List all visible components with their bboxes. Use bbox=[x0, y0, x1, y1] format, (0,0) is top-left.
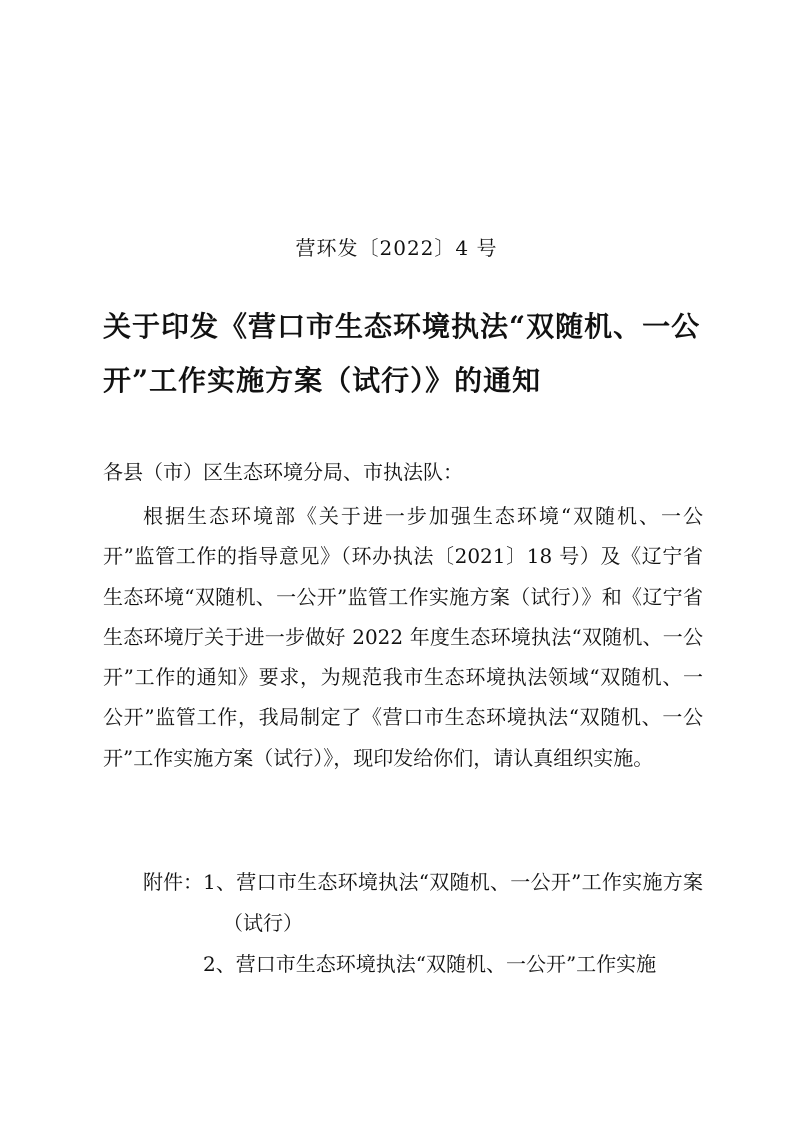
document-title: 关于印发《营口市生态环境执法“双随机、一公开”工作实施方案（试行）》的通知 bbox=[103, 310, 701, 397]
body-paragraph: 根据生态环境部《关于进一步加强生态环境“双随机、一公开”监管工作的指导意见》（环办执法〔2021〕18 号）及《辽宁省生态环境“双随机、一公开”监管工作实施方案（试行）》和《辽宁省生态环境厅关于进一步做好 2022 年度生态环境执法“双随机、一公开”工作的通知》要求，为规范我市生态环境执法领域“双随机、一公开”监管工作，我局制定了《营口市生态环境执法“双随机、一公开”工作实施方案（试行）》，现印发给你们，请认真组织实施。 bbox=[103, 504, 703, 770]
attachment-item-1: 1、营口市生态环境执法“双随机、一公开”工作实施方案（试行） bbox=[203, 870, 703, 935]
attachments-list bbox=[203, 862, 703, 985]
addressee-line: 各县（市）区生态环境分局、市执法队： bbox=[103, 460, 463, 484]
document-number: 营环发〔2022〕4 号 bbox=[295, 236, 498, 260]
attachment-item-2: 2、营口市生态环境执法“双随机、一公开”工作实施 bbox=[203, 952, 657, 976]
attachments-label: 附件： bbox=[143, 870, 203, 894]
